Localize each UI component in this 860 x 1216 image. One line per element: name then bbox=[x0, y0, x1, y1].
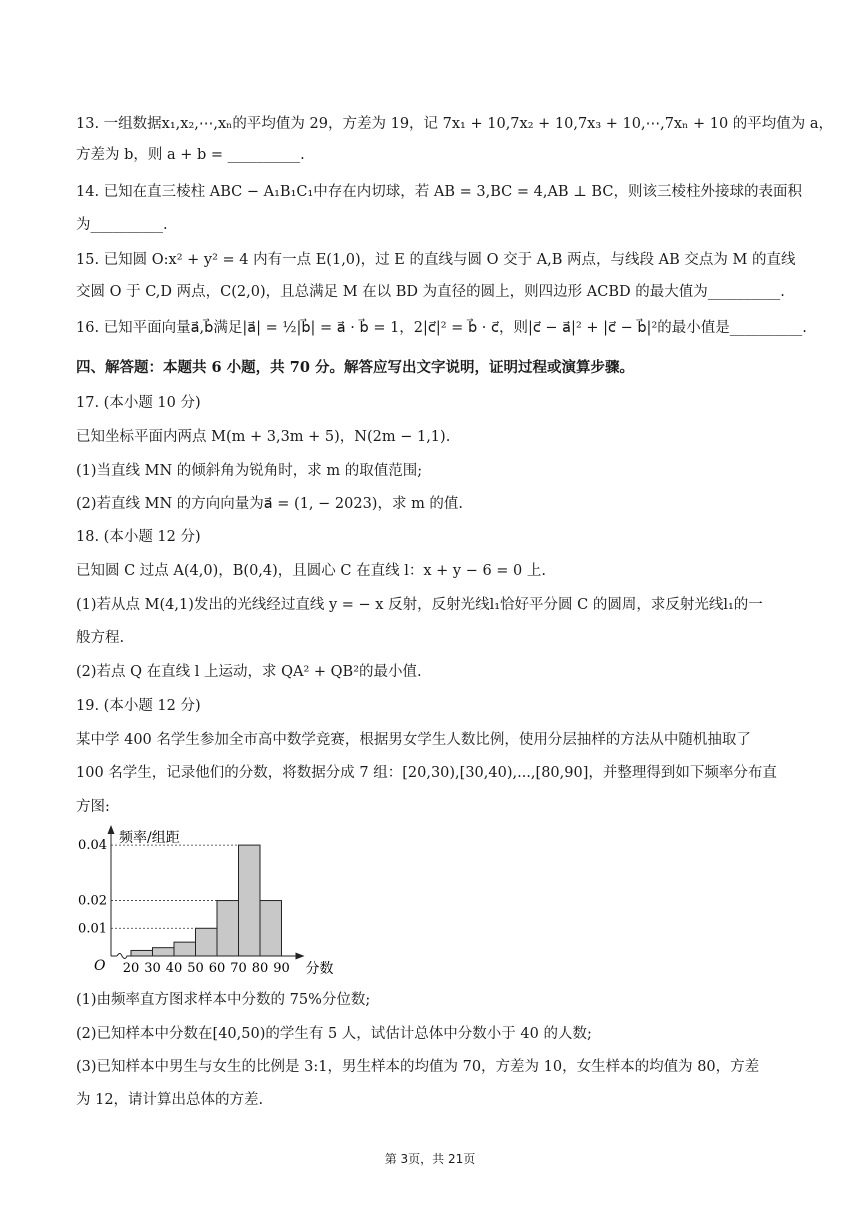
q17-part1: (1)当直线 MN 的倾斜角为锐角时，求 m 的取值范围; bbox=[76, 463, 423, 479]
q14-line2: 为__________. bbox=[76, 217, 168, 233]
q19-header: 19. (本小题 12 分) bbox=[76, 698, 201, 714]
y-axis-arrow bbox=[108, 825, 115, 834]
q17-part2: (2)若直线 MN 的方向向量为a⃗ = (1, − 2023)，求 m 的值. bbox=[76, 496, 464, 512]
x-tick-label: 90 bbox=[273, 961, 290, 976]
x-tick-label: 80 bbox=[251, 961, 269, 976]
q18-part1-line2: 般方程. bbox=[76, 630, 125, 646]
q16-line: 16. 已知平面向量a⃗,b⃗满足|a⃗| = ½|b⃗| = a⃗ · b⃗ = 1，2|c⃗|² = b⃗ · c⃗，则|c⃗ − a⃗|² + |c⃗ − b⃗|²的最小值是__________. bbox=[76, 320, 807, 336]
page-footer: 第 3页，共 21页 bbox=[384, 1152, 476, 1166]
y-axis-label: 频率/组距 bbox=[119, 830, 180, 846]
q19-part2: (2)已知样本中分数在[40,50)的学生有 5 人，试估计总体中分数小于 40 的人数; bbox=[76, 1026, 592, 1042]
histogram-bar bbox=[260, 901, 282, 956]
y-tick-label: 0.04 bbox=[78, 838, 107, 854]
q19-part3-line2: 为 12，请计算出总体的方差. bbox=[76, 1092, 264, 1108]
histogram-bar bbox=[239, 845, 261, 956]
x-tick-label: 70 bbox=[230, 961, 247, 976]
histogram-bar bbox=[153, 948, 175, 956]
histogram-bar bbox=[174, 942, 196, 956]
x-axis-arrow bbox=[296, 953, 305, 960]
x-tick-label: 30 bbox=[144, 961, 161, 976]
x-tick-label: 40 bbox=[165, 961, 183, 976]
x-axis-label: 分数 bbox=[305, 961, 334, 977]
q17-stem: 已知坐标平面内两点 M(m + 3,3m + 5)，N(2m − 1,1). bbox=[76, 429, 451, 445]
histogram-bar bbox=[131, 950, 153, 956]
q15-line2: 交圆 O 于 C,D 两点，C(2,0)，且总满足 M 在以 BD 为直径的圆上，则四边形 ACBD 的最大值为__________. bbox=[76, 284, 785, 300]
q15-line1: 15. 已知圆 O:x² + y² = 4 内有一点 E(1,0)，过 E 的直线与圆 O 交于 A,B 两点，与线段 AB 交点为 M 的直线 bbox=[76, 252, 796, 268]
x-tick-label: 60 bbox=[208, 961, 226, 976]
x-tick-label: 20 bbox=[122, 961, 140, 976]
q18-stem: 已知圆 C 过点 A(4,0)，B(0,4)，且圆心 C 在直线 l：x + y − 6 = 0 上. bbox=[76, 563, 546, 579]
q19-stem-line1: 某中学 400 名学生参加全市高中数学竞赛，根据男女学生人数比例，使用分层抽样的方法从中随机抽取了 bbox=[76, 732, 751, 748]
q17-header: 17. (本小题 10 分) bbox=[76, 395, 201, 411]
origin-label: O bbox=[94, 958, 106, 974]
q19-stem-line3: 方图: bbox=[76, 799, 110, 815]
y-tick-label: 0.01 bbox=[78, 921, 107, 937]
q18-part1-line1: (1)若从点 M(4,1)发出的光线经过直线 y = − x 反射，反射光线l₁恰好平分圆 C 的圆周，求反射光线l₁的一 bbox=[76, 597, 763, 613]
x-axis-break bbox=[117, 954, 131, 959]
q13-line2: 方差为 b，则 a + b = __________. bbox=[76, 147, 305, 163]
frequency-histogram bbox=[76, 822, 336, 980]
q18-part2: (2)若点 Q 在直线 l 上运动，求 QA² + QB²的最小值. bbox=[76, 664, 422, 680]
q13-line1: 13. 一组数据x₁,x₂,⋯,xₙ的平均值为 29，方差为 19，记 7x₁ + 10,7x₂ + 10,7x₃ + 10,⋯,7xₙ + 10 的平均值为 a， bbox=[76, 116, 834, 132]
q19-part1: (1)由频率直方图求样本中分数的 75%分位数; bbox=[76, 992, 371, 1008]
y-tick-label: 0.02 bbox=[78, 893, 107, 909]
q14-line1: 14. 已知在直三棱柱 ABC − A₁B₁C₁中存在内切球，若 AB = 3,BC = 4,AB ⊥ BC，则该三棱柱外接球的表面积 bbox=[76, 184, 802, 200]
section-heading: 四、解答题：本题共 6 小题，共 70 分。解答应写出文字说明，证明过程或演算步骤。 bbox=[76, 359, 634, 376]
q19-part3-line1: (3)已知样本中男生与女生的比例是 3:1，男生样本的均值为 70，方差为 10，女生样本的均值为 80，方差 bbox=[76, 1059, 760, 1075]
q19-stem-line2: 100 名学生，记录他们的分数，将数据分成 7 组：[20,30),[30,40),...,[80,90]，并整理得到如下频率分布直 bbox=[76, 765, 777, 781]
histogram-bar bbox=[196, 928, 218, 956]
histogram-bar bbox=[217, 901, 239, 956]
x-tick-label: 50 bbox=[187, 961, 204, 976]
q18-header: 18. (本小题 12 分) bbox=[76, 529, 201, 545]
